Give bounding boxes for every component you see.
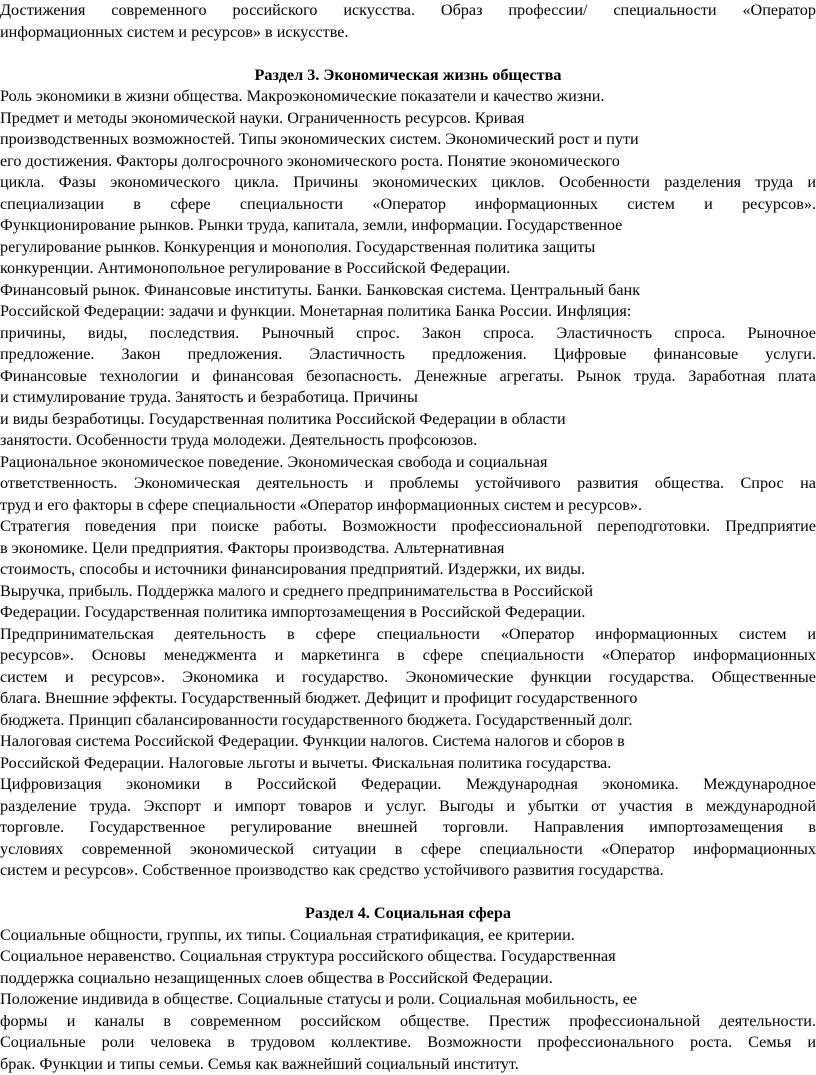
text-line: Финансовый рынок. Финансовые институты. Банки. Банковская система. Центральный банк <box>0 280 816 302</box>
section-heading: Раздел 4. Социальная сфера <box>0 903 816 925</box>
text-line: бюджета. Принцип сбалансированности государственного бюджета. Государственный долг. <box>0 710 816 732</box>
text-line: блага. Внешние эффекты. Государственный бюджет. Дефицит и профицит государственного <box>0 688 816 710</box>
text-line: конкуренции. Антимонопольное регулирование в Российской Федерации. <box>0 258 816 280</box>
text-line: Цифровизация экономики в Российской Федерации. Международная экономика. Международное <box>0 774 816 796</box>
text-line: Социальные общности, группы, их типы. Социальная стратификация, ее критерии. <box>0 925 816 947</box>
text-line: Роль экономики в жизни общества. Макроэкономические показатели и качество жизни. <box>0 86 816 108</box>
text-line: условиях современной экономической ситуации в сфере специальности «Оператор информационных <box>0 839 816 861</box>
text-line: торговле. Государственное регулирование внешней торговли. Направления импортозамещения в <box>0 817 816 839</box>
text-line: информационных систем и ресурсов» в искусстве. <box>0 22 816 44</box>
section-4 <box>0 903 816 1075</box>
text-line: причины, виды, последствия. Рыночный спрос. Закон спроса. Эластичность спроса. Рыночное <box>0 323 816 345</box>
text-line: Социальное неравенство. Социальная структура российского общества. Государственная <box>0 946 816 968</box>
text-line: Функционирование рынков. Рынки труда, капитала, земли, информации. Государственное <box>0 215 816 237</box>
text-line: в экономике. Цели предприятия. Факторы производства. Альтернативная <box>0 538 816 560</box>
text-line: стоимость, способы и источники финансирования предприятий. Издержки, их виды. <box>0 559 816 581</box>
section-3 <box>0 65 816 882</box>
text-line: Российской Федерации: задачи и функции. Монетарная политика Банка России. Инфляция: <box>0 301 816 323</box>
section-heading: Раздел 3. Экономическая жизнь общества <box>0 65 816 87</box>
text-line: ресурсов». Основы менеджмента и маркетинга в сфере специальности «Оператор информационных <box>0 645 816 667</box>
spacer <box>0 882 816 904</box>
text-line: брак. Функции и типы семьи. Семья как важнейший социальный институт. <box>0 1054 816 1075</box>
text-line: специализации в сфере специальности «Оператор информационных систем и ресурсов». <box>0 194 816 216</box>
text-line: Предпринимательская деятельность в сфере специальности «Оператор информационных систем и <box>0 624 816 646</box>
text-line: Рациональное экономическое поведение. Экономическая свобода и социальная <box>0 452 816 474</box>
text-line: труд и его факторы в сфере специальности «Оператор информационных систем и ресурсов». <box>0 495 816 517</box>
text-line: Налоговая система Российской Федерации. Функции налогов. Система налогов и сборов в <box>0 731 816 753</box>
text-line: предложение. Закон предложения. Эластичность предложения. Цифровые финансовые услуги. <box>0 344 816 366</box>
text-line: цикла. Фазы экономического цикла. Причины экономических циклов. Особенности разделения труда и <box>0 172 816 194</box>
text-line: Социальные роли человека в трудовом коллективе. Возможности профессионального роста. Семья и <box>0 1032 816 1054</box>
text-line: Федерации. Государственная политика импортозамещения в Российской Федерации. <box>0 602 816 624</box>
text-line: разделение труда. Экспорт и импорт товаров и услуг. Выгоды и убытки от участия в международной <box>0 796 816 818</box>
intro-paragraph <box>0 0 816 43</box>
text-line: занятости. Особенности труда молодежи. Деятельность профсоюзов. <box>0 430 816 452</box>
text-line: его достижения. Факторы долгосрочного экономического роста. Понятие экономического <box>0 151 816 173</box>
text-line: Выручка, прибыль. Поддержка малого и среднего предпринимательства в Российской <box>0 581 816 603</box>
text-line: производственных возможностей. Типы экономических систем. Экономический рост и пути <box>0 129 816 151</box>
text-line: Достижения современного российского искусства. Образ профессии/ специальности «Оператор <box>0 0 816 22</box>
text-line: Финансовые технологии и финансовая безопасность. Денежные агрегаты. Рынок труда. Заработная плата <box>0 366 816 388</box>
text-line: поддержка социально незащищенных слоев общества в Российской Федерации. <box>0 968 816 990</box>
text-line: и виды безработицы. Государственная политика Российской Федерации в области <box>0 409 816 431</box>
text-line: Предмет и методы экономической науки. Ограниченность ресурсов. Кривая <box>0 108 816 130</box>
spacer <box>0 43 816 65</box>
text-line: Российской Федерации. Налоговые льготы и вычеты. Фискальная политика государства. <box>0 753 816 775</box>
text-line: регулирование рынков. Конкуренция и монополия. Государственная политика защиты <box>0 237 816 259</box>
text-line: ответственность. Экономическая деятельность и проблемы устойчивого развития общества. Спрос на <box>0 473 816 495</box>
text-line: формы и каналы в современном российском обществе. Престиж профессиональной деятельности. <box>0 1011 816 1033</box>
text-line: Стратегия поведения при поиске работы. Возможности профессиональной переподготовки. Предприятие <box>0 516 816 538</box>
text-line: систем и ресурсов». Собственное производство как средство устойчивого развития государства. <box>0 860 816 882</box>
text-line: систем и ресурсов». Экономика и государство. Экономические функции государства. Общественные <box>0 667 816 689</box>
text-line: Положение индивида в обществе. Социальные статусы и роли. Социальная мобильность, ее <box>0 989 816 1011</box>
text-line: и стимулирование труда. Занятость и безработица. Причины <box>0 387 816 409</box>
